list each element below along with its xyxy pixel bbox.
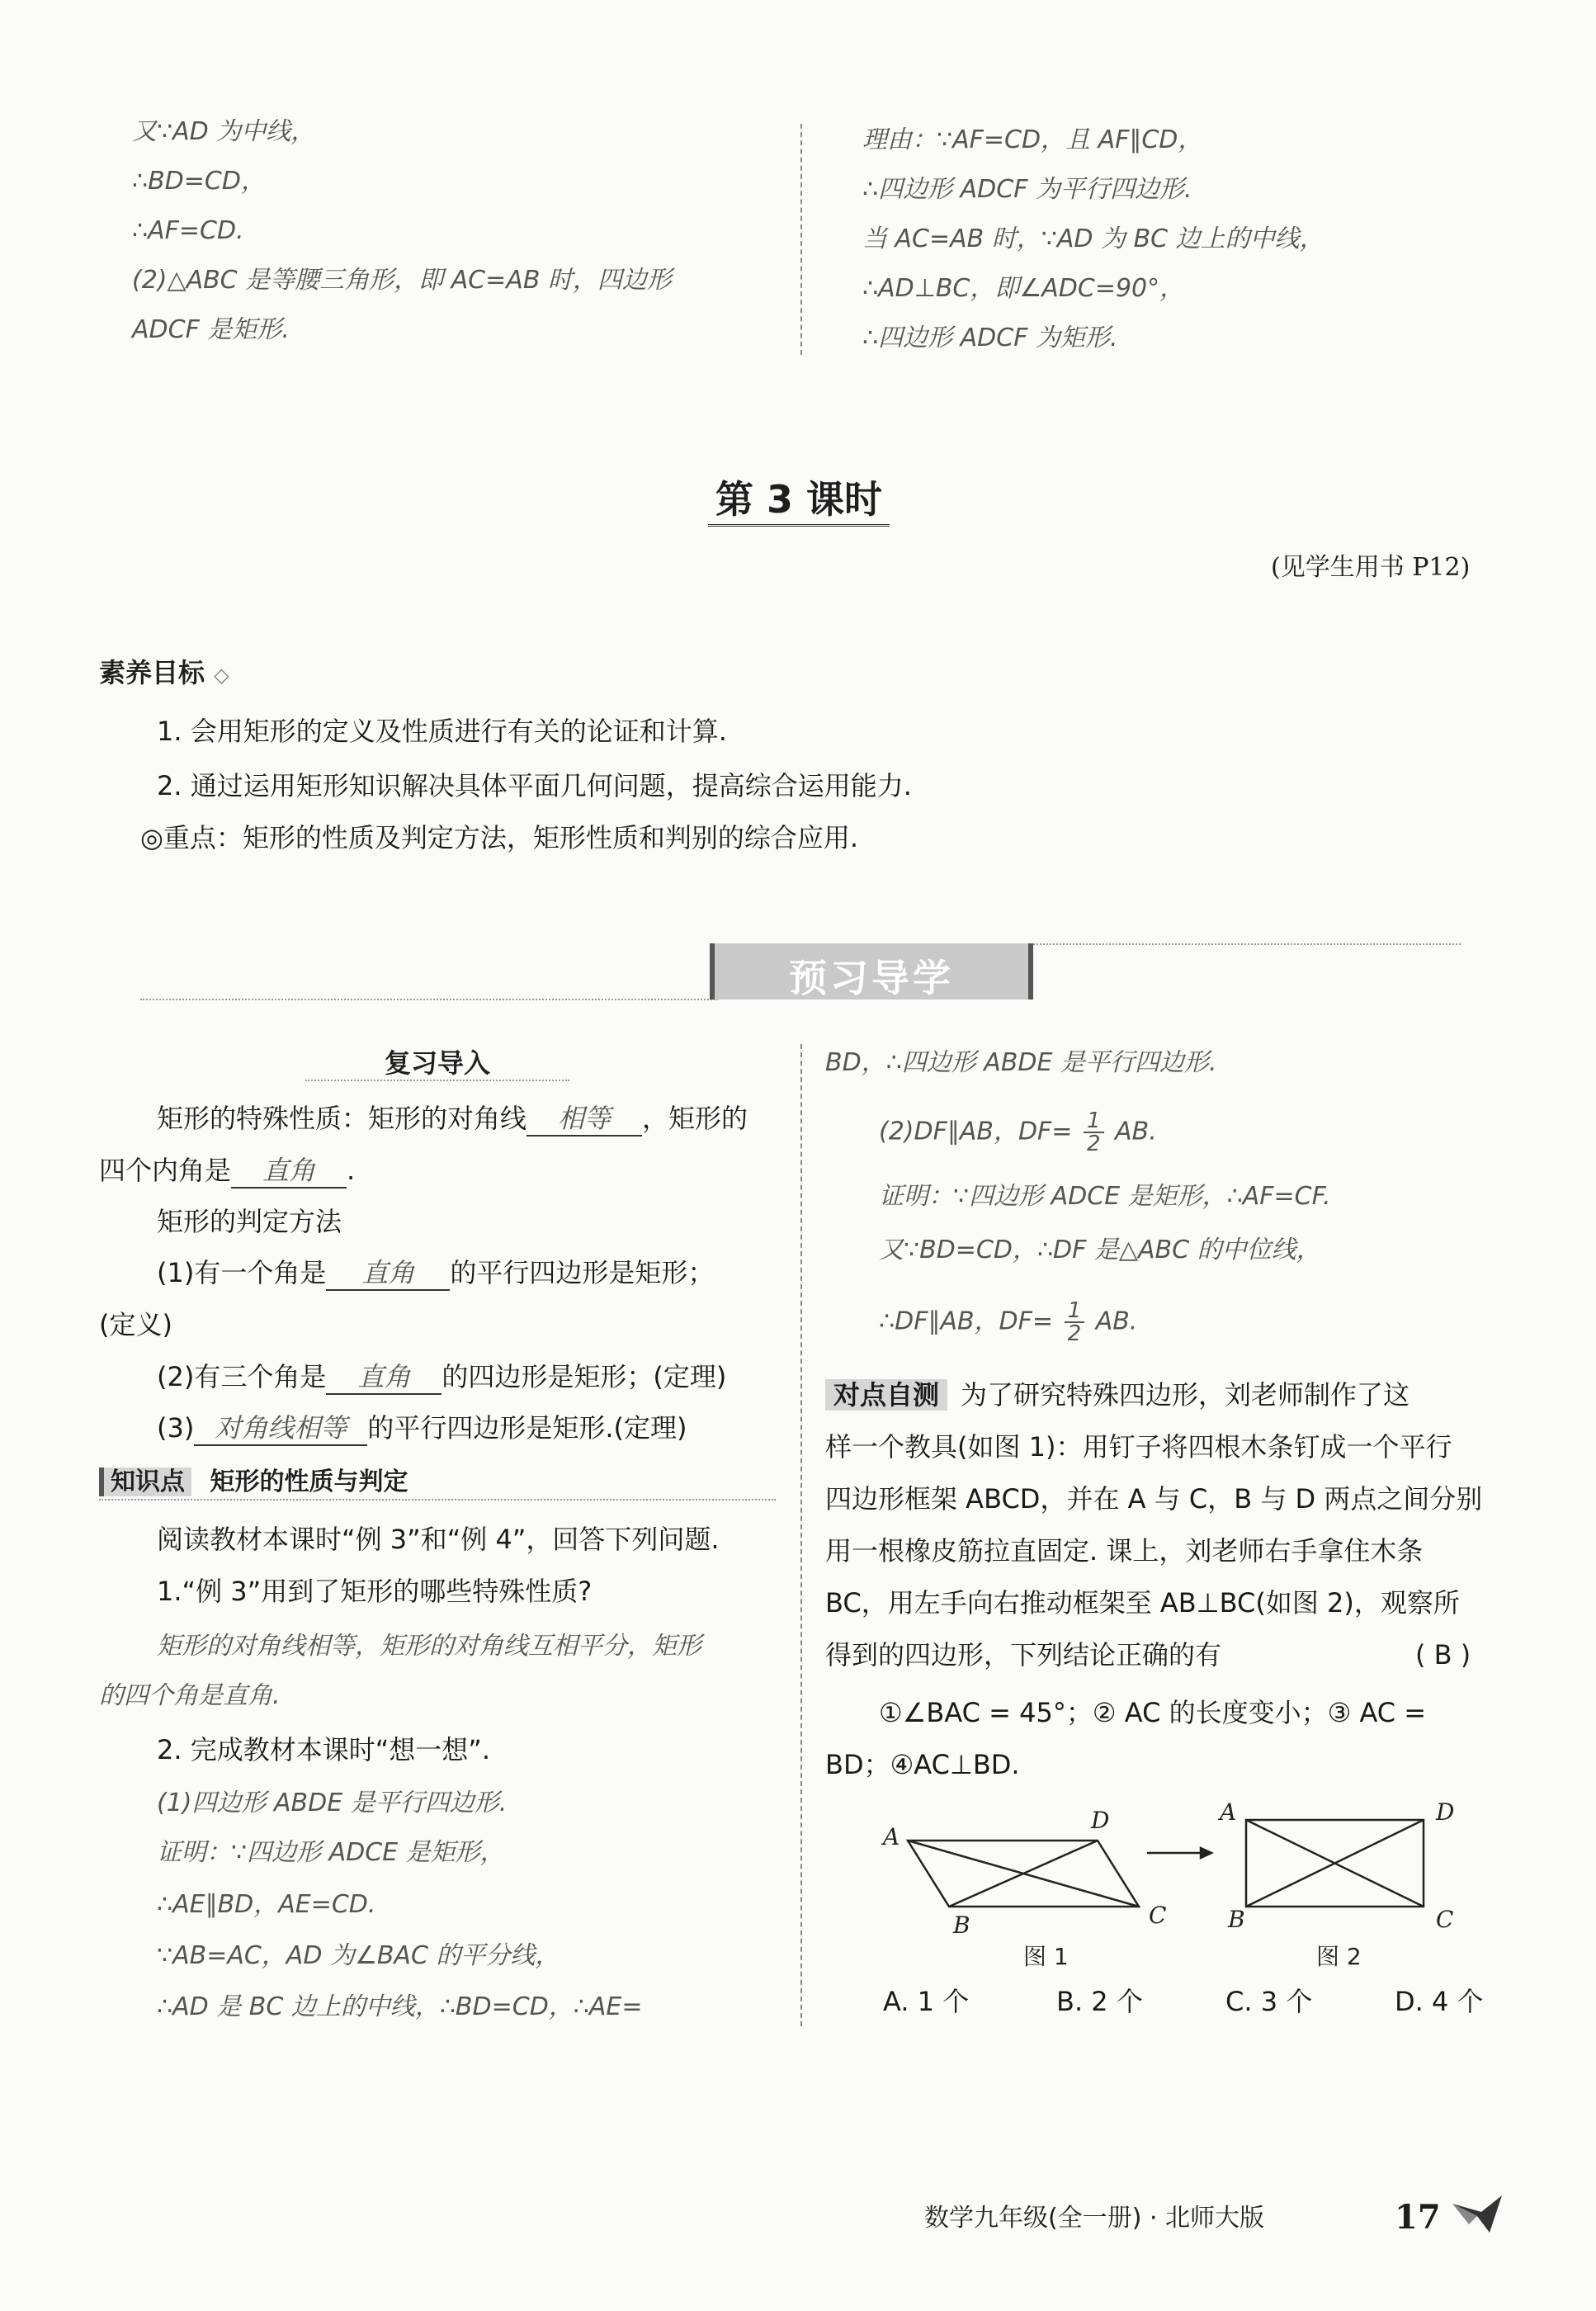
fraction-denominator: 2 <box>1067 1321 1082 1346</box>
answer-text: (2)DF∥AB，DF= <box>879 1117 1073 1146</box>
answer-line: ∵AB=AC，AD 为∠BAC 的平分线， <box>157 1941 560 1970</box>
goal-item: 2. 通过运用矩形知识解决具体平面几何问题，提高综合运用能力. <box>157 770 912 801</box>
review-text: 的四边形是矩形；(定理) <box>441 1361 727 1392</box>
banner-text: 预习导学 <box>789 956 954 1000</box>
option-b: B. 2 个 <box>1056 1986 1143 2017</box>
selftest-line: BC，用左手向右推动框架至 AB⊥BC(如图 2)，观察所 <box>825 1587 1460 1619</box>
fraction <box>1065 1300 1085 1345</box>
goal-item: 1. 会用矩形的定义及性质进行有关的论证和计算. <box>157 716 727 747</box>
figure-2-caption: 图 2 <box>1316 1943 1362 1970</box>
label-d: D <box>1436 1798 1455 1826</box>
selftest-line <box>825 1378 1409 1411</box>
answer-choice: ( B ) <box>1415 1639 1471 1671</box>
solution-line: ∴四边形 ADCF 为平行四边形. <box>862 175 1192 204</box>
review-line <box>157 1102 748 1137</box>
answer-line: BD，∴四边形 ABDE 是平行四边形. <box>825 1048 1217 1077</box>
review-text: 矩形的特殊性质：矩形的对角线 <box>157 1103 527 1134</box>
review-text: . <box>347 1155 356 1186</box>
review-line <box>157 1411 687 1446</box>
fraction <box>1084 1110 1104 1155</box>
solution-line: ADCF 是矩形. <box>132 315 290 344</box>
solution-line: ∴AF=CD. <box>132 216 244 245</box>
footer-book-title: 数学九年级(全一册) · 北师大版 <box>924 2204 1265 2233</box>
solution-line: ∴四边形 ADCF 为矩形. <box>862 324 1118 352</box>
review-line: 矩形的判定方法 <box>157 1206 342 1237</box>
label-d: D <box>1091 1807 1110 1834</box>
solution-line: (2)△ABC 是等腰三角形，即 AC=AB 时，四边形 <box>132 266 672 295</box>
answer-text: AB. <box>1115 1117 1157 1146</box>
diamond-arrow-icon: ◇ <box>214 664 229 687</box>
review-heading-text: 复习导入 <box>384 1047 490 1079</box>
answer-line: ∴AE∥BD，AE=CD. <box>157 1890 376 1919</box>
arrow-head <box>1201 1848 1211 1858</box>
answer-line: 矩形的对角线相等，矩形的对角线互相平分，矩形 <box>157 1632 701 1661</box>
question: 2. 完成教材本课时“想一想”. <box>157 1734 491 1765</box>
option-d: D. 4 个 <box>1395 1986 1484 2017</box>
arrow <box>1147 1848 1211 1858</box>
answer-blank: 直角 <box>326 1256 450 1291</box>
label-c: C <box>1436 1906 1454 1933</box>
solution-line: 理由：∵AF=CD，且 AF∥CD， <box>862 125 1203 154</box>
review-text: (2)有三个角是 <box>157 1361 327 1392</box>
selftest-line: 得到的四边形，下列结论正确的有 <box>825 1639 1222 1671</box>
review-text: (1)有一个角是 <box>157 1257 327 1288</box>
solution-line: 当 AC=AB 时，∵AD 为 BC 边上的中线， <box>862 224 1324 253</box>
column-divider <box>800 1044 802 2026</box>
selftest-line: 样一个教具(如图 1)：用钉子将四根木条钉成一个平行 <box>825 1431 1452 1463</box>
solution-line: 又∵AD 为中线， <box>132 117 316 146</box>
goals-heading <box>99 656 229 692</box>
selftest-tag: 对点自测 <box>825 1379 947 1411</box>
answer-line: 证明：∵四边形 ADCE 是矩形，∴AF=CF. <box>879 1182 1331 1211</box>
statements-line: ①∠BAC = 45°；② AC 的长度变小；③ AC = <box>879 1697 1427 1728</box>
solution-line: ∴BD=CD， <box>132 167 266 196</box>
review-heading <box>305 1047 569 1081</box>
selftest-line: 四边形框架 ABCD，并在 A 与 C，B 与 D 两点之间分别 <box>825 1483 1483 1515</box>
fraction-numerator: 1 <box>1084 1110 1104 1133</box>
label-b: B <box>1228 1906 1245 1933</box>
reference-note: (见学生用书 P12) <box>1271 553 1471 582</box>
solution-line: ∴AD⊥BC，即∠ADC=90°， <box>862 274 1185 303</box>
column-divider <box>800 124 802 355</box>
answer-text: ∴DF∥AB，DF= <box>879 1307 1054 1336</box>
selftest-line: 用一根橡皮筋拉直固定. 课上，刘老师右手拿住木条 <box>825 1535 1424 1567</box>
review-line: (定义) <box>99 1309 172 1340</box>
label-a: A <box>1220 1798 1237 1826</box>
answer-text: AB. <box>1095 1307 1138 1336</box>
figures <box>866 1791 1510 1981</box>
question: 1.“例 3”用到了矩形的哪些特殊性质? <box>157 1576 593 1607</box>
answer-line <box>879 1110 1157 1155</box>
review-line <box>157 1256 714 1291</box>
lesson-title-text: 第 3 课时 <box>715 477 883 522</box>
answer-line: 证明：∵四边形 ADCE 是矩形， <box>157 1838 505 1867</box>
banner-rule-bottom <box>140 999 718 1000</box>
answer-line: ∴AD 是 BC 边上的中线，∴BD=CD，∴AE= <box>157 1992 643 2021</box>
origami-bird-icon <box>1448 2187 1506 2237</box>
review-text: ，矩形的 <box>642 1103 748 1134</box>
review-text: 四个内角是 <box>99 1155 232 1186</box>
review-text: (3) <box>157 1412 195 1444</box>
option-a: A. 1 个 <box>883 1986 970 2017</box>
review-text: 的平行四边形是矩形.(定理) <box>367 1412 687 1444</box>
section-banner <box>710 943 1033 1000</box>
label-a: A <box>883 1823 900 1850</box>
figure-1-caption: 图 1 <box>1023 1943 1069 1970</box>
goals-heading-text: 素养目标 <box>99 657 205 688</box>
knowledge-heading <box>99 1466 776 1500</box>
answer-line <box>879 1300 1137 1345</box>
option-c: C. 3 个 <box>1225 1986 1313 2017</box>
fraction-numerator: 1 <box>1065 1300 1085 1323</box>
review-line <box>157 1360 726 1395</box>
answer-blank: 直角 <box>326 1360 441 1395</box>
fraction-denominator: 2 <box>1087 1132 1101 1156</box>
answer-blank: 直角 <box>231 1154 347 1189</box>
selftest-text: 为了研究特殊四边形，刘老师制作了这 <box>961 1379 1410 1411</box>
lesson-title <box>708 475 890 527</box>
label-c: C <box>1149 1902 1167 1929</box>
diagonal-bd <box>949 1841 1098 1907</box>
review-text: 的平行四边形是矩形； <box>450 1257 715 1288</box>
figure-2 <box>1246 1820 1424 1907</box>
knowledge-tag: 知识点 <box>99 1467 191 1496</box>
answer-blank: 相等 <box>526 1102 642 1137</box>
knowledge-title: 矩形的性质与判定 <box>210 1467 408 1496</box>
label-b: B <box>953 1912 970 1939</box>
page-number: 17 <box>1395 2198 1441 2237</box>
statements-line: BD；④AC⊥BD. <box>825 1749 1020 1780</box>
answer-blank: 对角线相等 <box>194 1411 367 1446</box>
figure-1 <box>908 1841 1139 1907</box>
answer-line: (1)四边形 ABDE 是平行四边形. <box>157 1789 508 1817</box>
answer-line: 又∵BD=CD，∴DF 是△ABC 的中位线， <box>879 1236 1321 1264</box>
goal-item: ◎重点：矩形的性质及判定方法，矩形性质和判别的综合应用. <box>140 822 859 853</box>
review-line <box>99 1154 355 1189</box>
knowledge-intro: 阅读教材本课时“例 3”和“例 4”，回答下列问题. <box>157 1524 720 1555</box>
answer-line: 的四个角是直角. <box>99 1681 281 1710</box>
